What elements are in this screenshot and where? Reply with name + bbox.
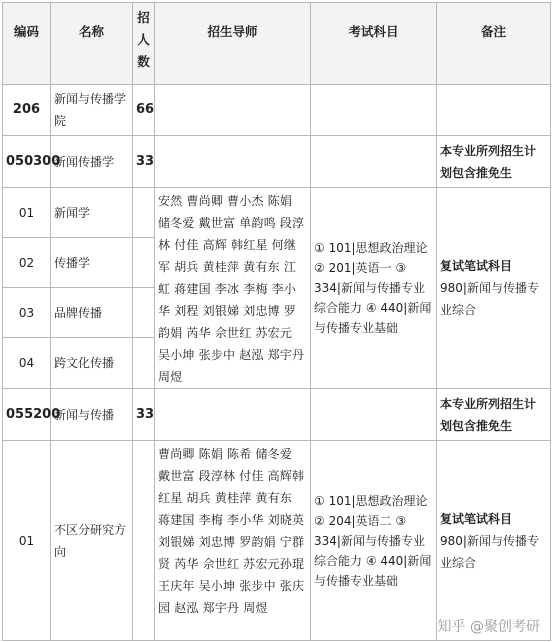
header-name: 名称 xyxy=(51,3,133,85)
major2-retest-subject: 980|新闻与传播专业综合 xyxy=(440,533,539,570)
direction-quota-blank xyxy=(133,238,155,288)
direction-code: 01 xyxy=(3,188,51,238)
header-code: 编码 xyxy=(3,3,51,85)
college-blank-1 xyxy=(155,85,311,136)
direction-quota-blank xyxy=(133,188,155,238)
direction-quota-blank xyxy=(133,338,155,389)
direction-name: 不区分研究方向 xyxy=(51,441,133,641)
college-blank-2 xyxy=(311,85,437,136)
watermark: 知乎 @聚创考研 xyxy=(437,619,540,635)
major1-retest xyxy=(437,188,551,389)
college-code: 206 xyxy=(3,85,51,136)
major-row-050300 xyxy=(3,136,551,188)
header-exam: 考试科目 xyxy=(311,3,437,85)
major1-supervisors: 安然 曹尚卿 曹小杰 陈娟 储冬爱 戴世富 单韵鸣 段淳林 付佳 高辉 韩红星 何继军 胡兵 黄桂萍 黄有东 江虹 蒋建国 李冰 李梅 李小华 刘程 刘银娣 刘忠博 罗韵娟 芮华 佘世红 苏宏元 吴小坤 张步中 赵泓 郑宇丹周煜 xyxy=(155,188,311,389)
major1-code: 050300 xyxy=(3,136,51,188)
major1-retest-subject: 980|新闻与传播专业综合 xyxy=(440,281,539,317)
direction-code: 02 xyxy=(3,238,51,288)
major2-exam: ① 101|思想政治理论 ② 204|英语二 ③ 334|新闻与传播专业综合能力 ④ 440|新闻与传播专业基础 xyxy=(311,441,437,641)
direction-code: 03 xyxy=(3,288,51,338)
direction-quota-blank xyxy=(133,288,155,338)
direction-name: 新闻学 xyxy=(51,188,133,238)
direction-name: 传播学 xyxy=(51,238,133,288)
major1-blank-1 xyxy=(155,136,311,188)
major2-remark: 本专业所列招生计划包含推免生 xyxy=(437,389,551,441)
direction-name: 跨文化传播 xyxy=(51,338,133,389)
college-row xyxy=(3,85,551,136)
major1-retest-label: 复试笔试科目 xyxy=(440,259,513,273)
direction-code: 01 xyxy=(3,441,51,641)
direction-name: 品牌传播 xyxy=(51,288,133,338)
major1-remark: 本专业所列招生计划包含推免生 xyxy=(437,136,551,188)
major2-supervisors: 曹尚卿 陈娟 陈希 储冬爱 戴世富 段淳林 付佳 高辉韩红星 胡兵 黄桂萍 黄有东 蒋建国 李梅 李小华 刘晓英 刘银娣 刘忠博 罗韵娟 宁群贤 芮华 佘世红 苏宏元孙琨 王庆年 吴小坤 张步中 张庆园 赵泓 郑宇丹 周煜 xyxy=(155,441,311,641)
direction-code: 04 xyxy=(3,338,51,389)
header-row xyxy=(3,3,551,85)
direction-row xyxy=(3,188,551,238)
header-quota: 招人数 xyxy=(133,3,155,85)
major2-name: 新闻与传播 xyxy=(51,389,133,441)
college-blank-3 xyxy=(437,85,551,136)
major1-exam: ① 101|思想政治理论 ② 201|英语一 ③ 334|新闻与传播专业综合能力 ④ 440|新闻与传播专业基础 xyxy=(311,188,437,389)
major1-quota: 33 xyxy=(133,136,155,188)
major2-blank-2 xyxy=(311,389,437,441)
direction-row xyxy=(3,441,551,641)
major2-retest-label: 复试笔试科目 xyxy=(440,511,513,526)
major1-blank-2 xyxy=(311,136,437,188)
college-name: 新闻与传播学院 xyxy=(51,85,133,136)
direction-quota-blank xyxy=(133,441,155,641)
major2-code: 055200 xyxy=(3,389,51,441)
major2-retest xyxy=(437,441,551,641)
major2-blank-1 xyxy=(155,389,311,441)
admissions-table xyxy=(2,2,551,641)
major2-quota: 33 xyxy=(133,389,155,441)
major1-name: 新闻传播学 xyxy=(51,136,133,188)
college-quota: 66 xyxy=(133,85,155,136)
header-supervisors: 招生导师 xyxy=(155,3,311,85)
header-remarks: 备注 xyxy=(437,3,551,85)
major-row-055200 xyxy=(3,389,551,441)
